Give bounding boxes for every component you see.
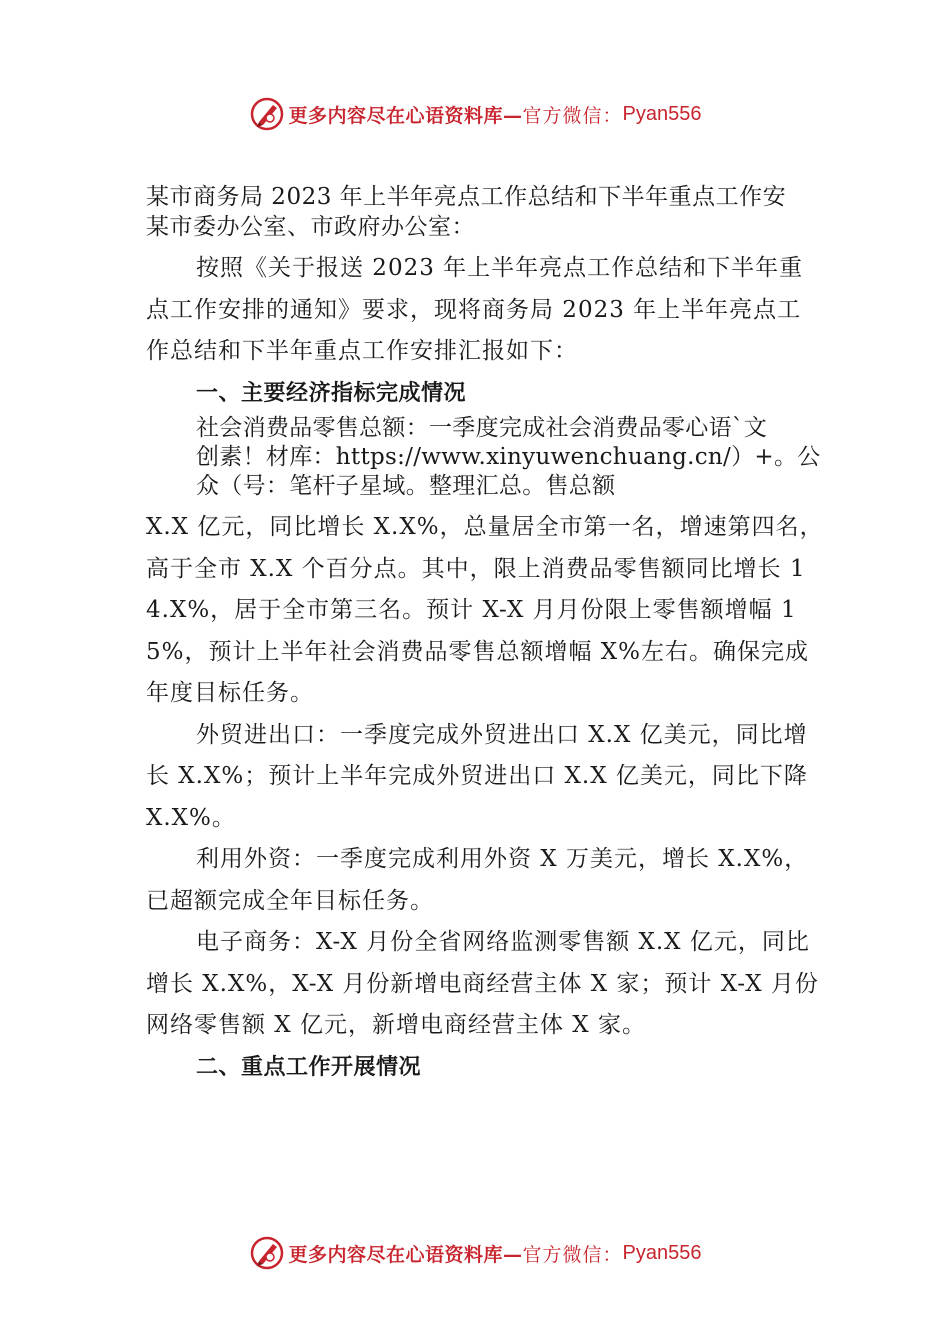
retail-line-1: 社会消费品零售总额：一季度完成社会消费品零心语`文 [196,415,767,441]
pen-logo-icon [249,1235,285,1271]
watermark-text: 更多内容尽在心语资料库— [288,104,523,127]
retail-paragraph-watermarked [146,414,824,501]
foreign-trade-paragraph: 外贸进出口：一季度完成外贸进出口 X.X 亿美元，同比增长 X.X%；预计上半年完成外贸进出口 X.X 亿美元，同比下降 X.X%。 [146,721,808,831]
document-body [146,182,824,1088]
watermark-wechat-label: 官方微信： [522,1243,623,1266]
retail-body-paragraph: X.X 亿元，同比增长 X.X%，总量居全市第一名，增速第四名，高于全市 X.X 个百分点。其中，限上消费品零售额同比增长 14.X%，居于全市第三名。预计 X-X 月月份限上零售额增幅 15%，预计上半年社会消费品零售总额增幅 X%左右。确保完成年度目标任务。 [146,514,824,706]
watermark-banner-top [0,94,950,134]
document-title: 某市商务局 2023 年上半年亮点工作总结和下半年重点工作安 [146,184,787,210]
ecommerce-paragraph: 电子商务：X-X 月份全省网络监测零售额 X.X 亿元，同比增长 X.X%，X-X 月份新增电商经营主体 X 家；预计 X-X 月份网络零售额 X 亿元，新增电商经营主体 X 家。 [146,929,819,1038]
watermark-banner-bottom [0,1233,950,1273]
watermark-wechat-id: Pyan556 [622,102,702,125]
foreign-investment-paragraph: 利用外资：一季度完成利用外资 X 万美元，增长 X.X%，已超额完成全年目标任务。 [146,846,809,914]
retail-line-2: 创素！材库：https://www.xinyuwenchuang.cn/）+。公 [196,444,821,470]
section-heading-2: 二、重点工作开展情况 [196,1054,422,1080]
pen-logo-icon [249,96,285,132]
watermark-text: 更多内容尽在心语资料库— [288,1243,523,1266]
watermark-wechat-id: Pyan556 [622,1241,702,1264]
intro-paragraph: 按照《关于报送 2023 年上半年亮点工作总结和下半年重点工作安排的通知》要求，现将商务局 2023 年上半年亮点工作总结和下半年重点工作安排汇报如下： [146,255,804,364]
retail-line-3: 众（号：笔杆子星域。整理汇总。售总额 [196,473,616,499]
recipient-line: 某市委办公室、市政府办公室： [146,214,475,240]
section-heading-1: 一、主要经济指标完成情况 [196,380,467,406]
watermark-wechat-label: 官方微信： [522,104,623,127]
